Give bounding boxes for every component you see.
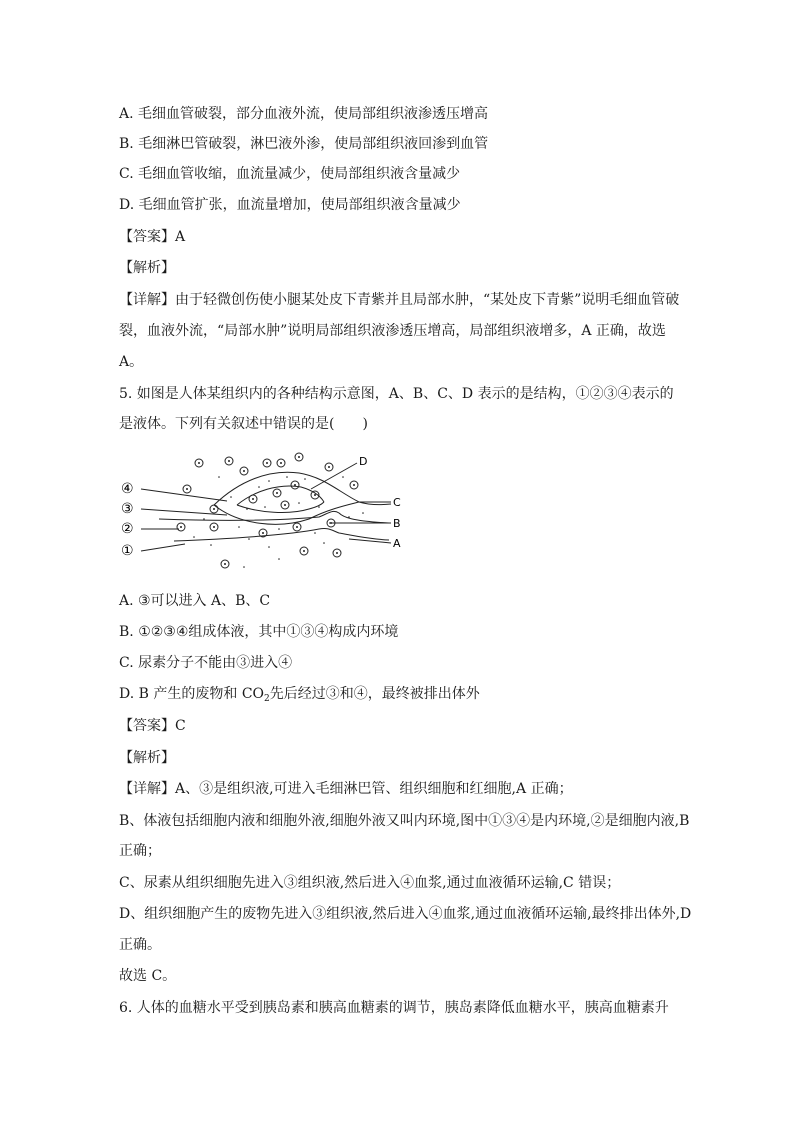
q5-stem-line-1: 5. 如图是人体某组织内的各种结构示意图，A、B、C、D 表示的是结构，①②③④表示的 [119,386,674,402]
q6-stem-line-1: 6. 人体的血糖水平受到胰岛素和胰高血糖素的调节，胰岛素降低血糖水平，胰高血糖素升 [119,1000,669,1016]
q5-detail-line-6: 正确。 [119,937,161,953]
capillary-outline-bottom [214,502,359,524]
q5-option-d-subscript: 2 [264,694,270,704]
q5-option-a: A. ③可以进入 A、B、C [119,593,271,609]
q4-option-b: B. 毛细淋巴管破裂，淋巴液外渗，使局部组织液回渗到血管 [119,136,489,152]
q5-detail-line-3: 正确； [119,843,161,859]
capillary-inner-bottom [237,502,324,512]
label-d: D [359,455,368,468]
q4-option-a: A. 毛细血管破裂，部分血液外流，使局部组织液渗透压增高 [119,106,489,122]
q5-option-b: B. ①②③④组成体液，其中①③④构成内环境 [119,624,399,640]
label-b: B [393,517,401,530]
q5-conclusion: 故选 C。 [119,968,177,984]
q4-detail-line-3: A。 [119,354,144,370]
lymph-vessel-lower-wall [174,528,389,541]
q5-option-d-prefix: D. B 产生的废物和 CO [119,686,265,702]
q4-option-d: D. 毛细血管扩张，血流量增加，使局部组织液含量减少 [119,197,461,213]
q4-answer: 【答案】A [119,229,186,245]
label-1: ① [121,543,134,559]
q5-detail-line-4: C、尿素从组织细胞先进入③组织液,然后进入④血浆,通过血液循环运输,C 错误； [119,875,621,891]
label-a: A [393,537,401,550]
q5-detail-line-2: B、体液包括细胞内液和细胞外液,细胞外液又叫内环境,图中①③④是内环境,②是细胞内液,B [119,813,690,829]
label-4: ④ [121,481,134,497]
label-2: ② [121,521,134,537]
q4-option-c: C. 毛细血管收缩，血流量减少，使局部组织液含量减少 [119,166,461,182]
q4-detail-line-1: 【详解】由于轻微创伤使小腿某处皮下青紫并且局部水肿，“某处皮下青紫”说明毛细血管破 [119,292,680,308]
leader-line-4 [141,489,227,501]
q5-detail-line-5: D、组织细胞产生的废物先进入③组织液,然后进入④血浆,通过血液循环运输,最终排出体外,D [119,906,692,922]
capillary-outline-top [214,472,391,505]
q4-analysis-heading: 【解析】 [119,260,175,276]
label-3: ③ [121,501,134,517]
q5-option-d-suffix: 先后经过③和④，最终被排出体外 [269,686,480,702]
q5-answer: 【答案】C [119,718,186,734]
leader-line-1 [141,544,185,551]
q5-option-d [119,684,480,709]
tissue-structure-diagram [119,447,419,577]
q5-stem-line-2: 是液体。下列有关叙述中错误的是( ) [119,416,368,432]
q5-option-c: C. 尿素分子不能由③进入④ [119,655,293,671]
q5-analysis-heading: 【解析】 [119,750,175,766]
q5-detail-line-1: 【详解】A、③是组织液,可进入毛细淋巴管、组织细胞和红细胞,A 正确； [119,781,573,797]
label-c: C [393,496,401,509]
q4-detail-line-2: 裂，血液外流，“局部水肿”说明局部组织液渗透压增高，局部组织液增多，A 正确，故选 [119,323,666,339]
